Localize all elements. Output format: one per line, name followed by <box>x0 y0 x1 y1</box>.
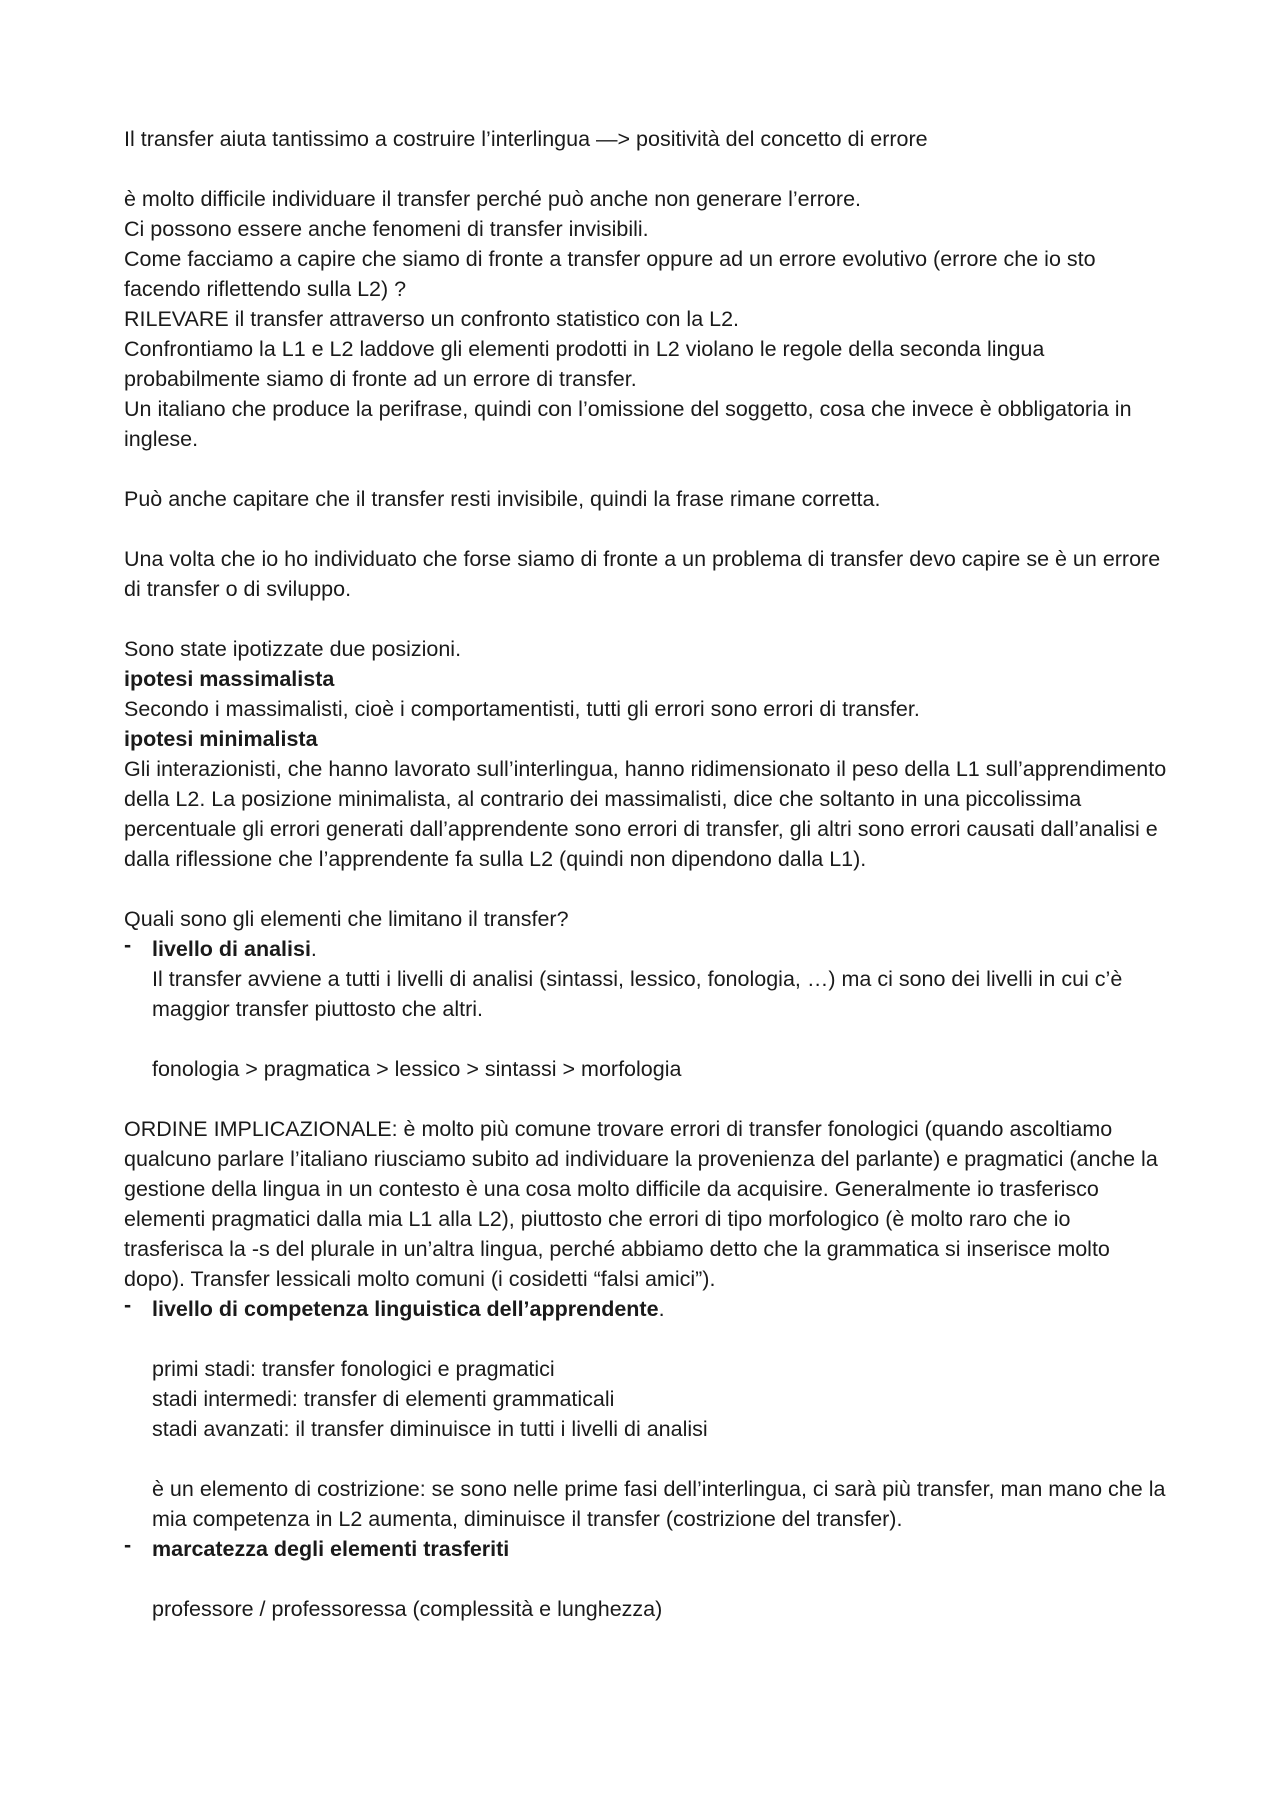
paragraph: Secondo i massimalisti, cioè i comportamentisti, tutti gli errori sono errori di transfer. <box>124 697 920 721</box>
paragraph: Gli interazionisti, che hanno lavorato sull’interlingua, hanno ridimensionato il peso della L1 sull’apprendimento della L2. La posizione minimalista, al contrario dei massimalisti, dice che soltanto in una piccolissima percentuale gli errori generati dall’apprendente sono errori di transfer, gli altri sono errori causati dall’analisi e dalla riflessione che l’apprendente fa sulla L2 (quindi non dipendono dalla L1). <box>124 757 1167 871</box>
paragraph: Ci possono essere anche fenomeni di transfer invisibili. <box>124 217 649 241</box>
list-item-title: livello di analisi <box>152 937 311 961</box>
paragraph: RILEVARE il transfer attraverso un confronto statistico con la L2. <box>124 307 740 331</box>
list-item-title: marcatezza degli elementi trasferiti <box>152 1537 510 1561</box>
stage-line: stadi avanzati: il transfer diminuisce in tutti i livelli di analisi <box>152 1417 708 1441</box>
stage-line: primi stadi: transfer fonologici e pragmatici <box>152 1357 555 1381</box>
heading-massimalista: ipotesi massimalista <box>124 667 335 691</box>
document-page <box>124 124 1174 1624</box>
paragraph: Un italiano che produce la perifrase, quindi con l’omissione del soggetto, cosa che invece è obbligatoria in inglese. <box>124 397 1132 451</box>
dash-bullet: - <box>124 933 132 957</box>
list-item-livello-analisi: - livello di analisi. Il transfer avviene a tutti i livelli di analisi (sintassi, lessico, fonologia, …) ma ci sono dei livelli in cui c’è maggior transfer piuttosto che altri. fonologia > pragmatica > lessico > sintassi > morfologia <box>124 934 1174 1084</box>
stage-line: stadi intermedi: transfer di elementi grammaticali <box>152 1387 615 1411</box>
paragraph: Come facciamo a capire che siamo di fronte a transfer oppure ad un errore evolutivo (errore che io sto facendo riflettendo sulla L2) ? <box>124 247 1096 301</box>
paragraph: Può anche capitare che il transfer resti invisibile, quindi la frase rimane corretta. <box>124 487 881 511</box>
dash-bullet: - <box>124 1533 132 1557</box>
paragraph: Quali sono gli elementi che limitano il transfer? <box>124 907 569 931</box>
paragraph: è molto difficile individuare il transfer perché può anche non generare l’errore. <box>124 187 861 211</box>
list-item-text: è un elemento di costrizione: se sono nelle prime fasi dell’interlingua, ci sarà più transfer, man mano che la mia competenza in L2 aumenta, diminuisce il transfer (costrizione del transfer). <box>152 1477 1166 1531</box>
paragraph-intro: Il transfer aiuta tantissimo a costruire l’interlingua —> positività del concetto di errore <box>124 127 928 151</box>
list-item-order: fonologia > pragmatica > lessico > sintassi > morfologia <box>152 1057 682 1081</box>
list-item-competenza: - livello di competenza linguistica dell’apprendente. primi stadi: transfer fonologici e pragmatici stadi intermedi: transfer di elementi grammaticali stadi avanzati: il transfer diminuisce in tutti i livelli di analisi è un elemento di costrizione: se sono nelle prime fasi dell’interlingua, ci sarà più transfer, man mano che la mia competenza in L2 aumenta, diminuisce il transfer (costrizione del transfer). <box>124 1294 1174 1534</box>
paragraph: Confrontiamo la L1 e L2 laddove gli elementi prodotti in L2 violano le regole della seconda lingua probabilmente siamo di fronte ad un errore di transfer. <box>124 337 1045 391</box>
heading-minimalista: ipotesi minimalista <box>124 727 318 751</box>
paragraph-ordine: ORDINE IMPLICAZIONALE: è molto più comune trovare errori di transfer fonologici (quando ascoltiamo qualcuno parlare l’italiano riusciamo subito ad individuare la provenienza del parlante) e pragmatici (anche la gestione della lingua in un contesto è una cosa molto difficile da acquisire. Generalmente io trasferisco elementi pragmatici dalla mia L1 alla L2), piuttosto che errori di tipo morfologico (è molto raro che io trasferisca la -s del plurale in un’altra lingua, perché abbiamo detto che la grammatica si inserisce molto dopo). Transfer lessicali molto comuni (i cosidetti “falsi amici”). <box>124 1117 1158 1291</box>
paragraph: Sono state ipotizzate due posizioni. <box>124 637 462 661</box>
paragraph: Una volta che io ho individuato che forse siamo di fronte a un problema di transfer devo capire se è un errore di transfer o di sviluppo. <box>124 547 1161 601</box>
dash-bullet: - <box>124 1293 132 1317</box>
list-item-title: livello di competenza linguistica dell’apprendente <box>152 1297 659 1321</box>
list-item-marcatezza <box>124 1534 1174 1624</box>
list-item-example: professore / professoressa (complessità e lunghezza) <box>152 1597 663 1621</box>
list-item-text: Il transfer avviene a tutti i livelli di analisi (sintassi, lessico, fonologia, …) ma ci sono dei livelli in cui c’è maggior transfer piuttosto che altri. <box>152 967 1123 1021</box>
